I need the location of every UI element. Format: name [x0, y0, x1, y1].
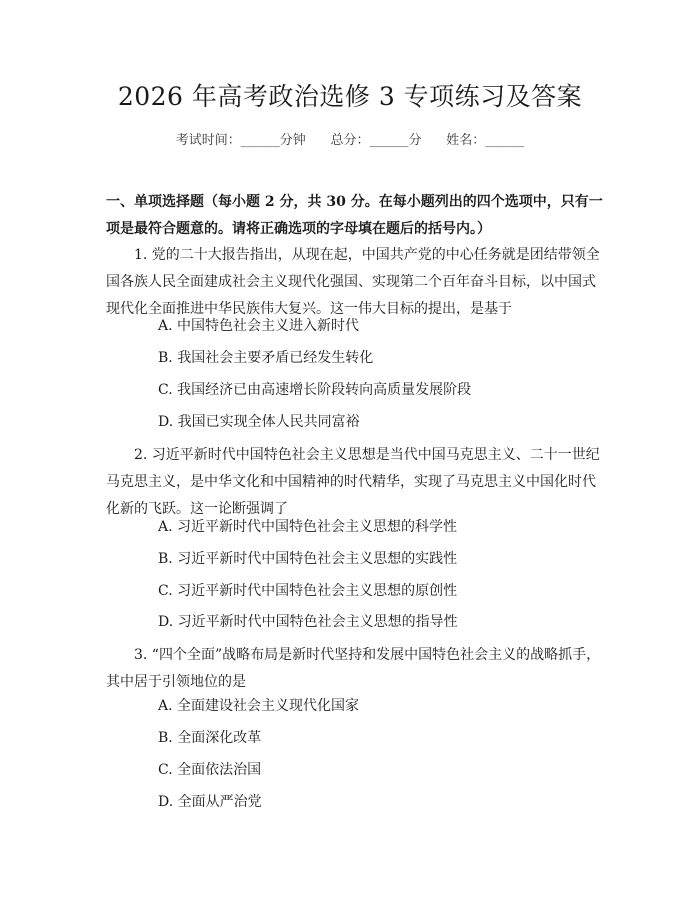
question-1-option-b: B. 我国社会主要矛盾已经发生转化 [158, 350, 374, 366]
question-3-option-d: D. 全面从严治党 [158, 794, 262, 810]
section-heading: 一、单项选择题（每小题 2 分，共 30 分。在每小题列出的四个选项中，只有一项是最符合题意的。请将正确选项的字母填在题后的括号内。） [106, 194, 603, 237]
question-2-option-a: A. 习近平新时代中国特色社会主义思想的科学性 [158, 519, 458, 535]
question-3-option-a: A. 全面建设社会主义现代化国家 [158, 698, 360, 714]
question-2-option-d: D. 习近平新时代中国特色社会主义思想的指导性 [158, 614, 458, 630]
question-3-stem: 3. “四个全面”战略布局是新时代坚持和发展中国特色社会主义的战略抓手，其中居于引领地位的是 [106, 647, 601, 690]
question-2-stem: 2. 习近平新时代中国特色社会主义思想是当代中国马克思主义、二十一世纪马克思主义，是中华文化和中国精神的时代精华，实现了马克思主义中国化时代化新的飞跃。这一论断强调了 [106, 447, 600, 517]
question-1-option-d: D. 我国已实现全体人民共同富裕 [158, 414, 360, 430]
question-1-option-a: A. 中国特色社会主义进入新时代 [158, 318, 360, 334]
question-1-stem: 1. 党的二十大报告指出，从现在起，中国共产党的中心任务就是团结带领全国各族人民全面建成社会主义现代化强国、实现第二个百年奋斗目标，以中国式现代化全面推进中华民族伟大复兴。这一伟大目标的提出，是基于 [106, 247, 600, 317]
question-2-option-c: C. 习近平新时代中国特色社会主义思想的原创性 [158, 583, 458, 599]
document-title: 2026 年高考政治选修 3 专项练习及答案 [117, 82, 583, 111]
question-1-option-c: C. 我国经济已由高速增长阶段转向高质量发展阶段 [158, 382, 472, 398]
question-2-option-b: B. 习近平新时代中国特色社会主义思想的实践性 [158, 551, 458, 567]
exam-meta-line: 考试时间：______分钟 总分：______分 姓名：______ [175, 133, 525, 148]
question-3-option-c: C. 全面依法治国 [158, 762, 262, 778]
question-3-option-b: B. 全面深化改革 [158, 730, 262, 746]
